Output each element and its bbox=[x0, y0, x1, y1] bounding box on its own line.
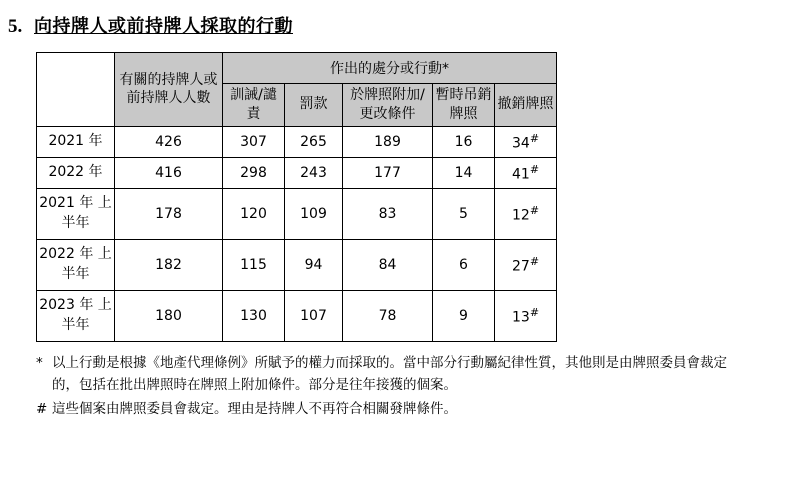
cell-licensees: 180 bbox=[115, 290, 223, 341]
cell-conditions: 84 bbox=[343, 239, 433, 290]
footnote-marker: # bbox=[36, 401, 48, 418]
cell-fine: 243 bbox=[285, 157, 343, 188]
table-row bbox=[37, 290, 557, 341]
cell-revocation-value: 41 bbox=[511, 166, 530, 183]
cell-revocation bbox=[495, 239, 557, 290]
cell-reprimand: 115 bbox=[223, 239, 285, 290]
cell-fine: 109 bbox=[285, 188, 343, 239]
row-label: 2021 年 上半年 bbox=[37, 188, 115, 239]
cell-revocation bbox=[495, 157, 557, 188]
cell-conditions: 83 bbox=[343, 188, 433, 239]
cell-suspension: 6 bbox=[433, 239, 495, 290]
row-label: 2021 年 bbox=[37, 126, 115, 157]
hash-marker: # bbox=[529, 162, 540, 176]
row-label: 2023 年 上半年 bbox=[37, 290, 115, 341]
cell-reprimand: 130 bbox=[223, 290, 285, 341]
cell-revocation-value: 27 bbox=[511, 258, 530, 275]
cell-licensees: 416 bbox=[115, 157, 223, 188]
cell-reprimand: 307 bbox=[223, 126, 285, 157]
row-label: 2022 年 上半年 bbox=[37, 239, 115, 290]
cell-fine: 107 bbox=[285, 290, 343, 341]
hash-marker: # bbox=[529, 131, 540, 145]
cell-licensees: 426 bbox=[115, 126, 223, 157]
footnote-asterisk bbox=[36, 352, 736, 397]
cell-revocation bbox=[495, 290, 557, 341]
table-row bbox=[37, 239, 557, 290]
cell-suspension: 16 bbox=[433, 126, 495, 157]
heading-number: 5. bbox=[8, 16, 23, 37]
statistics-table bbox=[36, 52, 557, 342]
cell-conditions: 78 bbox=[343, 290, 433, 341]
cell-fine: 94 bbox=[285, 239, 343, 290]
footnote-marker: * bbox=[36, 354, 43, 371]
cell-fine: 265 bbox=[285, 126, 343, 157]
cell-revocation bbox=[495, 188, 557, 239]
table-head bbox=[37, 53, 557, 127]
footnote-text: 這些個案由牌照委員會裁定。理由是持牌人不再符合相關發牌條件。 bbox=[52, 401, 457, 418]
table-row bbox=[37, 126, 557, 157]
table-row bbox=[37, 188, 557, 239]
cell-reprimand: 298 bbox=[223, 157, 285, 188]
hash-marker: # bbox=[529, 203, 540, 217]
column-header-fine: 罰款 bbox=[285, 84, 343, 127]
page-title bbox=[0, 0, 799, 38]
statistics-table-container bbox=[36, 52, 556, 342]
table-header-row-1 bbox=[37, 53, 557, 84]
table-row bbox=[37, 157, 557, 188]
cell-suspension: 5 bbox=[433, 188, 495, 239]
column-header-suspension: 暫時吊銷牌照 bbox=[433, 84, 495, 127]
table-body bbox=[37, 126, 557, 341]
cell-reprimand: 120 bbox=[223, 188, 285, 239]
column-header-revocation: 撤銷牌照 bbox=[495, 84, 557, 127]
cell-suspension: 9 bbox=[433, 290, 495, 341]
cell-licensees: 178 bbox=[115, 188, 223, 239]
hash-marker: # bbox=[529, 305, 540, 319]
cell-conditions: 177 bbox=[343, 157, 433, 188]
corner-blank-cell bbox=[37, 53, 115, 127]
footnotes bbox=[36, 352, 736, 421]
column-header-reprimand: 訓誡/譴責 bbox=[223, 84, 285, 127]
heading-text: 向持牌人或前持牌人採取的行動 bbox=[34, 16, 293, 37]
cell-revocation-value: 34 bbox=[511, 135, 530, 152]
cell-conditions: 189 bbox=[343, 126, 433, 157]
cell-licensees: 182 bbox=[115, 239, 223, 290]
footnote-text: 以上行動是根據《地產代理條例》所賦予的權力而採取的。當中部分行動屬紀律性質，其他則是由牌照委員會裁定的，包括在批出牌照時在牌照上附加條件。部分是往年接獲的個案。 bbox=[52, 354, 727, 394]
cell-revocation-value: 13 bbox=[511, 309, 530, 326]
cell-revocation bbox=[495, 126, 557, 157]
footnote-hash bbox=[36, 398, 736, 420]
row-label: 2022 年 bbox=[37, 157, 115, 188]
hash-marker: # bbox=[529, 254, 540, 268]
column-header-licensees: 有關的持牌人或前持牌人人數 bbox=[115, 53, 223, 127]
column-header-conditions: 於牌照附加/更改條件 bbox=[343, 84, 433, 127]
cell-revocation-value: 12 bbox=[511, 207, 530, 224]
cell-suspension: 14 bbox=[433, 157, 495, 188]
column-group-header-actions: 作出的處分或行動* bbox=[223, 53, 557, 84]
